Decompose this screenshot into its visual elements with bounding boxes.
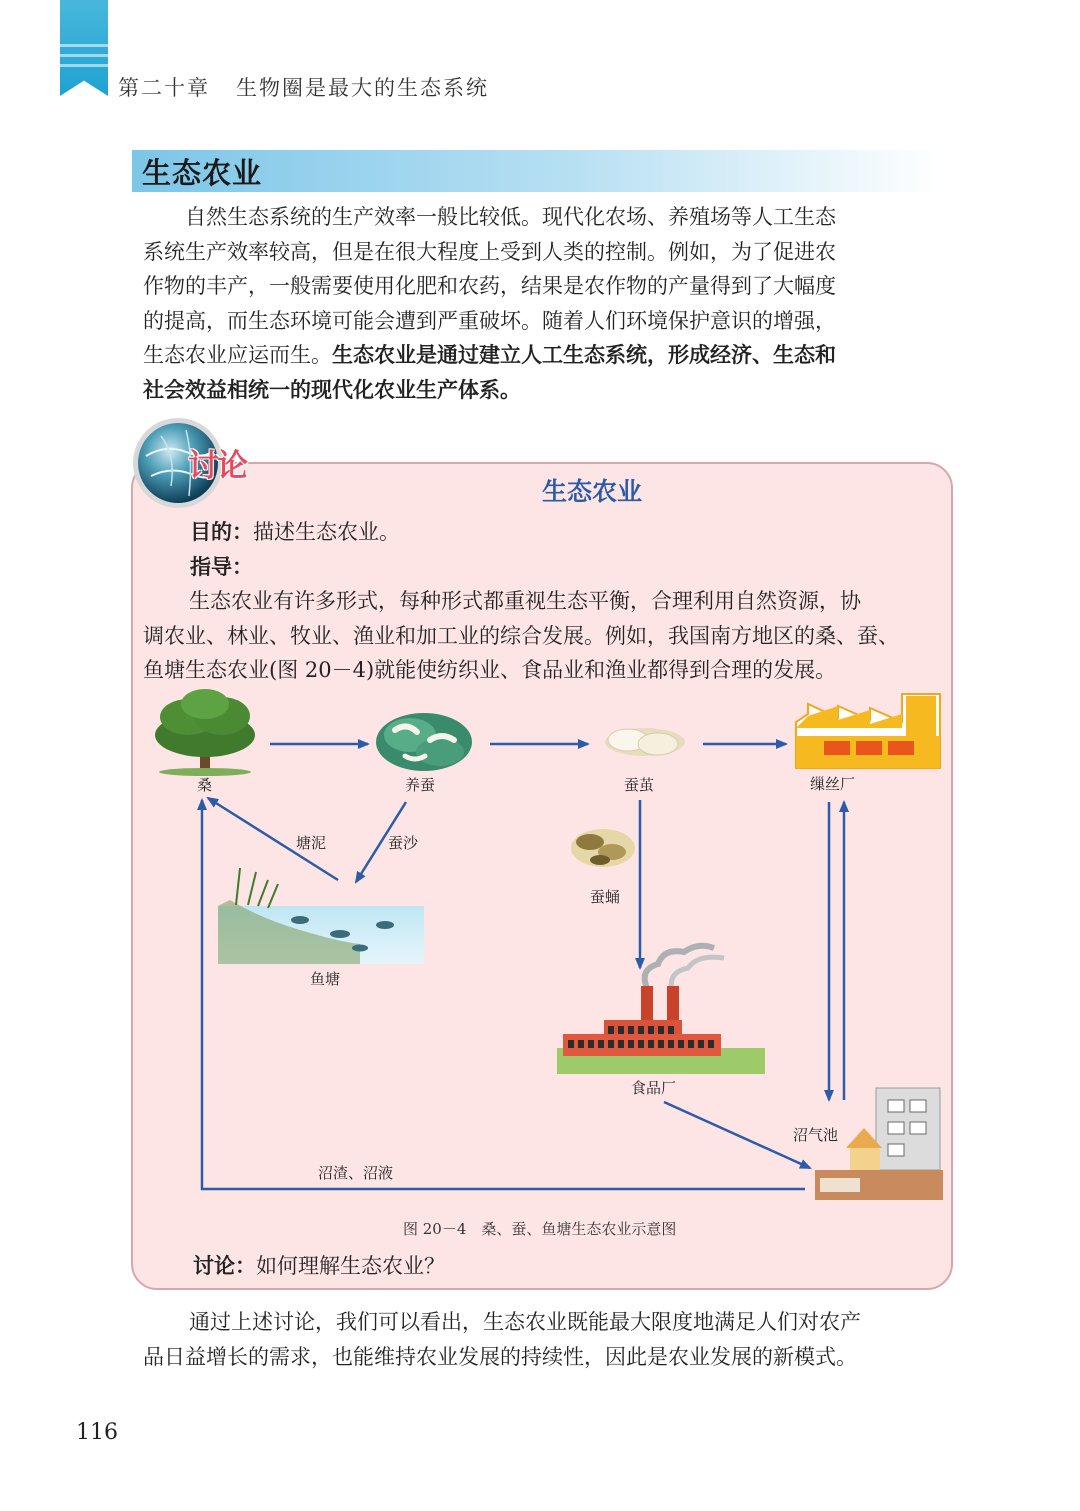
figure-caption: 图 20－4 桑、蚕、鱼塘生态农业示意图 xyxy=(403,1220,677,1238)
text-line: 生态农业有许多形式，每种形式都重视生态平衡，合理利用自然资源，协 xyxy=(189,589,861,613)
question-label: 讨论： xyxy=(193,1254,256,1278)
silk-factory-icon xyxy=(796,694,940,768)
text-line: 系统生产效率较高，但是在很大程度上受到人类的控制。例如，为了促进农 xyxy=(143,239,836,264)
silkworm-icon xyxy=(376,713,472,771)
silkworm-label: 养蚕 xyxy=(405,776,436,794)
text-line: 通过上述讨论，我们可以看出，生态农业既能最大限度地满足人们对农产 xyxy=(189,1310,861,1334)
section-title: 生态农业 xyxy=(142,156,263,190)
discussion-title: 生态农业 xyxy=(542,477,643,506)
cocoon-label: 蚕茧 xyxy=(624,776,655,794)
question-line xyxy=(193,1250,445,1280)
biogas-residue-label: 沼渣、沼液 xyxy=(318,1164,394,1182)
mulberry-tree-icon xyxy=(155,689,255,776)
text-line: 鱼塘生态农业(图 20－4)就能使纺织业、食品业和渔业都得到合理的发展。 xyxy=(143,658,837,682)
text-line: 作物的丰产，一般需要使用化肥和农药，结果是农作物的产量得到了大幅度 xyxy=(143,274,836,298)
chapter-title: 生物圈是最大的生态系统 xyxy=(236,76,490,100)
text-line: 自然生态系统的生产效率一般比较低。现代化农场、养殖场等人工生态 xyxy=(185,205,836,229)
silkworm-waste-label: 蚕沙 xyxy=(388,834,419,852)
mulberry-label: 桑 xyxy=(197,776,213,794)
definition-text-end: 社会效益相统一的现代化农业生产体系。 xyxy=(143,377,521,402)
chapter-number: 第二十章 xyxy=(118,76,210,100)
pupa-icon xyxy=(571,829,635,867)
guide-label: 指导： xyxy=(190,555,253,579)
cocoon-icon xyxy=(605,728,685,756)
definition-text: 生态农业是通过建立人工生态系统，形成经济、生态和 xyxy=(332,343,836,367)
purpose-label: 目的： xyxy=(190,520,253,544)
purpose-text: 描述生态农业。 xyxy=(253,520,400,544)
page-number: 116 xyxy=(76,1420,118,1445)
discussion-badge: 讨论 xyxy=(188,448,246,484)
question-text: 如何理解生态农业？ xyxy=(256,1254,445,1278)
arrow-food-factory-to-biogas xyxy=(664,1102,810,1168)
biogas-digester-icon xyxy=(815,1088,943,1200)
arrow-biogas-to-mulberry xyxy=(202,800,805,1189)
plain-text: 生态农业应运而生。 xyxy=(143,343,332,367)
conclusion-paragraph xyxy=(143,1305,940,1374)
food-factory-label: 食品厂 xyxy=(631,1079,677,1097)
silk-factory-label: 缫丝厂 xyxy=(810,775,856,793)
text-line: 品日益增长的需求，也能维持农业发展的持续性，因此是农业发展的新模式。 xyxy=(143,1344,857,1369)
pond-mud-label: 塘泥 xyxy=(296,834,327,852)
fish-pond-label: 鱼塘 xyxy=(310,970,341,988)
text-line: 的提高，而生态环境可能会遭到严重破坏。随着人们环境保护意识的增强， xyxy=(143,308,836,333)
fish-pond-icon xyxy=(218,868,424,964)
biogas-label: 沼气池 xyxy=(793,1126,839,1144)
pupa-label: 蚕蛹 xyxy=(590,888,621,906)
text-line: 调农业、林业、牧业、渔业和加工业的综合发展。例如，我国南方地区的桑、蚕、 xyxy=(143,623,899,648)
food-factory-icon xyxy=(557,946,765,1074)
